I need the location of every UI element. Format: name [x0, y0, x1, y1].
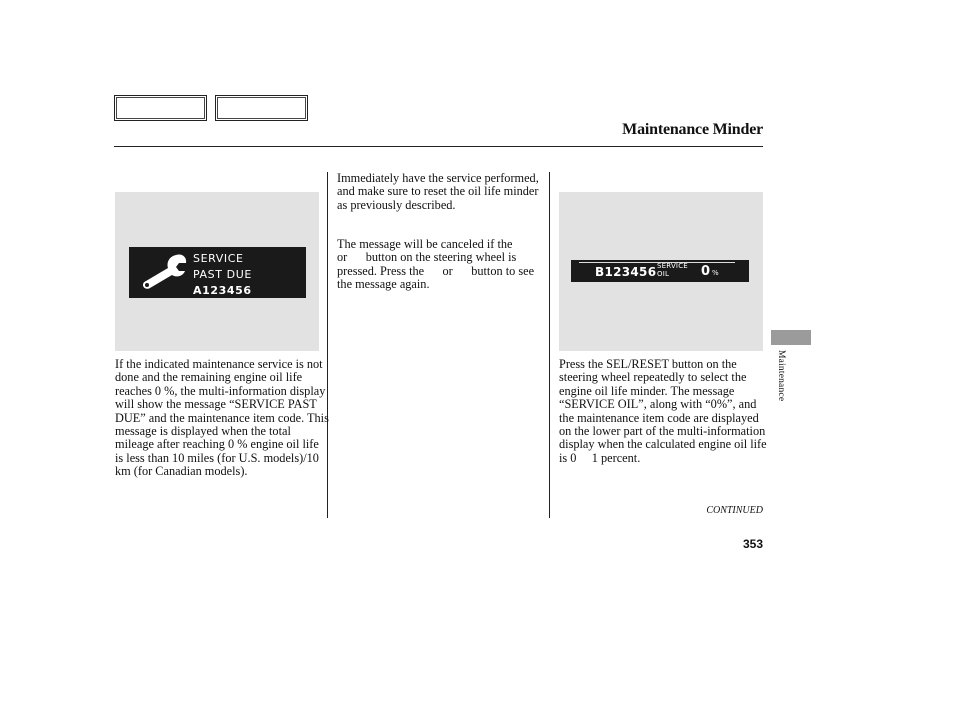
display-oil-life-value: 0 — [701, 264, 711, 279]
display-line-past-due: PAST DUE — [193, 268, 252, 281]
display-percent-unit: % — [712, 269, 720, 277]
display-line-item-code: A123456 — [193, 284, 252, 297]
multi-info-display-service-oil — [571, 260, 749, 282]
paragraph-immediate-service: Immediately have the service performed, and make sure to reset the oil life minder as previously described. — [337, 171, 539, 212]
column-divider-right — [549, 172, 550, 518]
header-divider — [114, 146, 763, 147]
display-label-service: SERVICE — [657, 262, 688, 270]
section-tab-label: Maintenance — [776, 350, 786, 402]
display-item-code: B123456 — [595, 265, 657, 279]
nav-button-main-menu[interactable] — [114, 95, 207, 121]
section-tab-marker — [771, 330, 811, 345]
paragraph-cancel-message: The message will be canceled if the or button on the steering wheel is pressed. Press the or button to see the message again. — [337, 237, 535, 292]
nav-button-table-of-contents[interactable] — [215, 95, 308, 121]
paragraph-service-past-due: If the indicated maintenance service is not done and the remaining engine oil life reaches 0 %, the multi-information display will show the message “SERVICE PAST DUE” and the maintenance item code. This message is displayed when the total mileage after reaching 0 % engine oil life is less than 10 miles (for U.S. models)/10 km (for Canadian models). — [115, 357, 329, 479]
page-number: 353 — [742, 537, 763, 551]
wrench-icon — [138, 252, 188, 292]
page-title: Maintenance Minder — [622, 121, 763, 138]
figure-service-past-due — [115, 192, 319, 351]
paragraph-oil-life-minder: Press the SEL/RESET button on the steering wheel repeatedly to select the engine oil life minder. The message “SERVICE OIL”, along with “0%”, and the maintenance item code are displayed on the lower part of the multi-information display when the calculated engine oil life is 0 1 percent. — [559, 357, 767, 465]
continued-label: CONTINUED — [706, 505, 763, 516]
display-line-service: SERVICE — [193, 252, 244, 265]
multi-info-display-past-due — [129, 247, 306, 298]
display-label-oil: OIL — [657, 270, 670, 278]
figure-service-oil — [559, 192, 763, 351]
